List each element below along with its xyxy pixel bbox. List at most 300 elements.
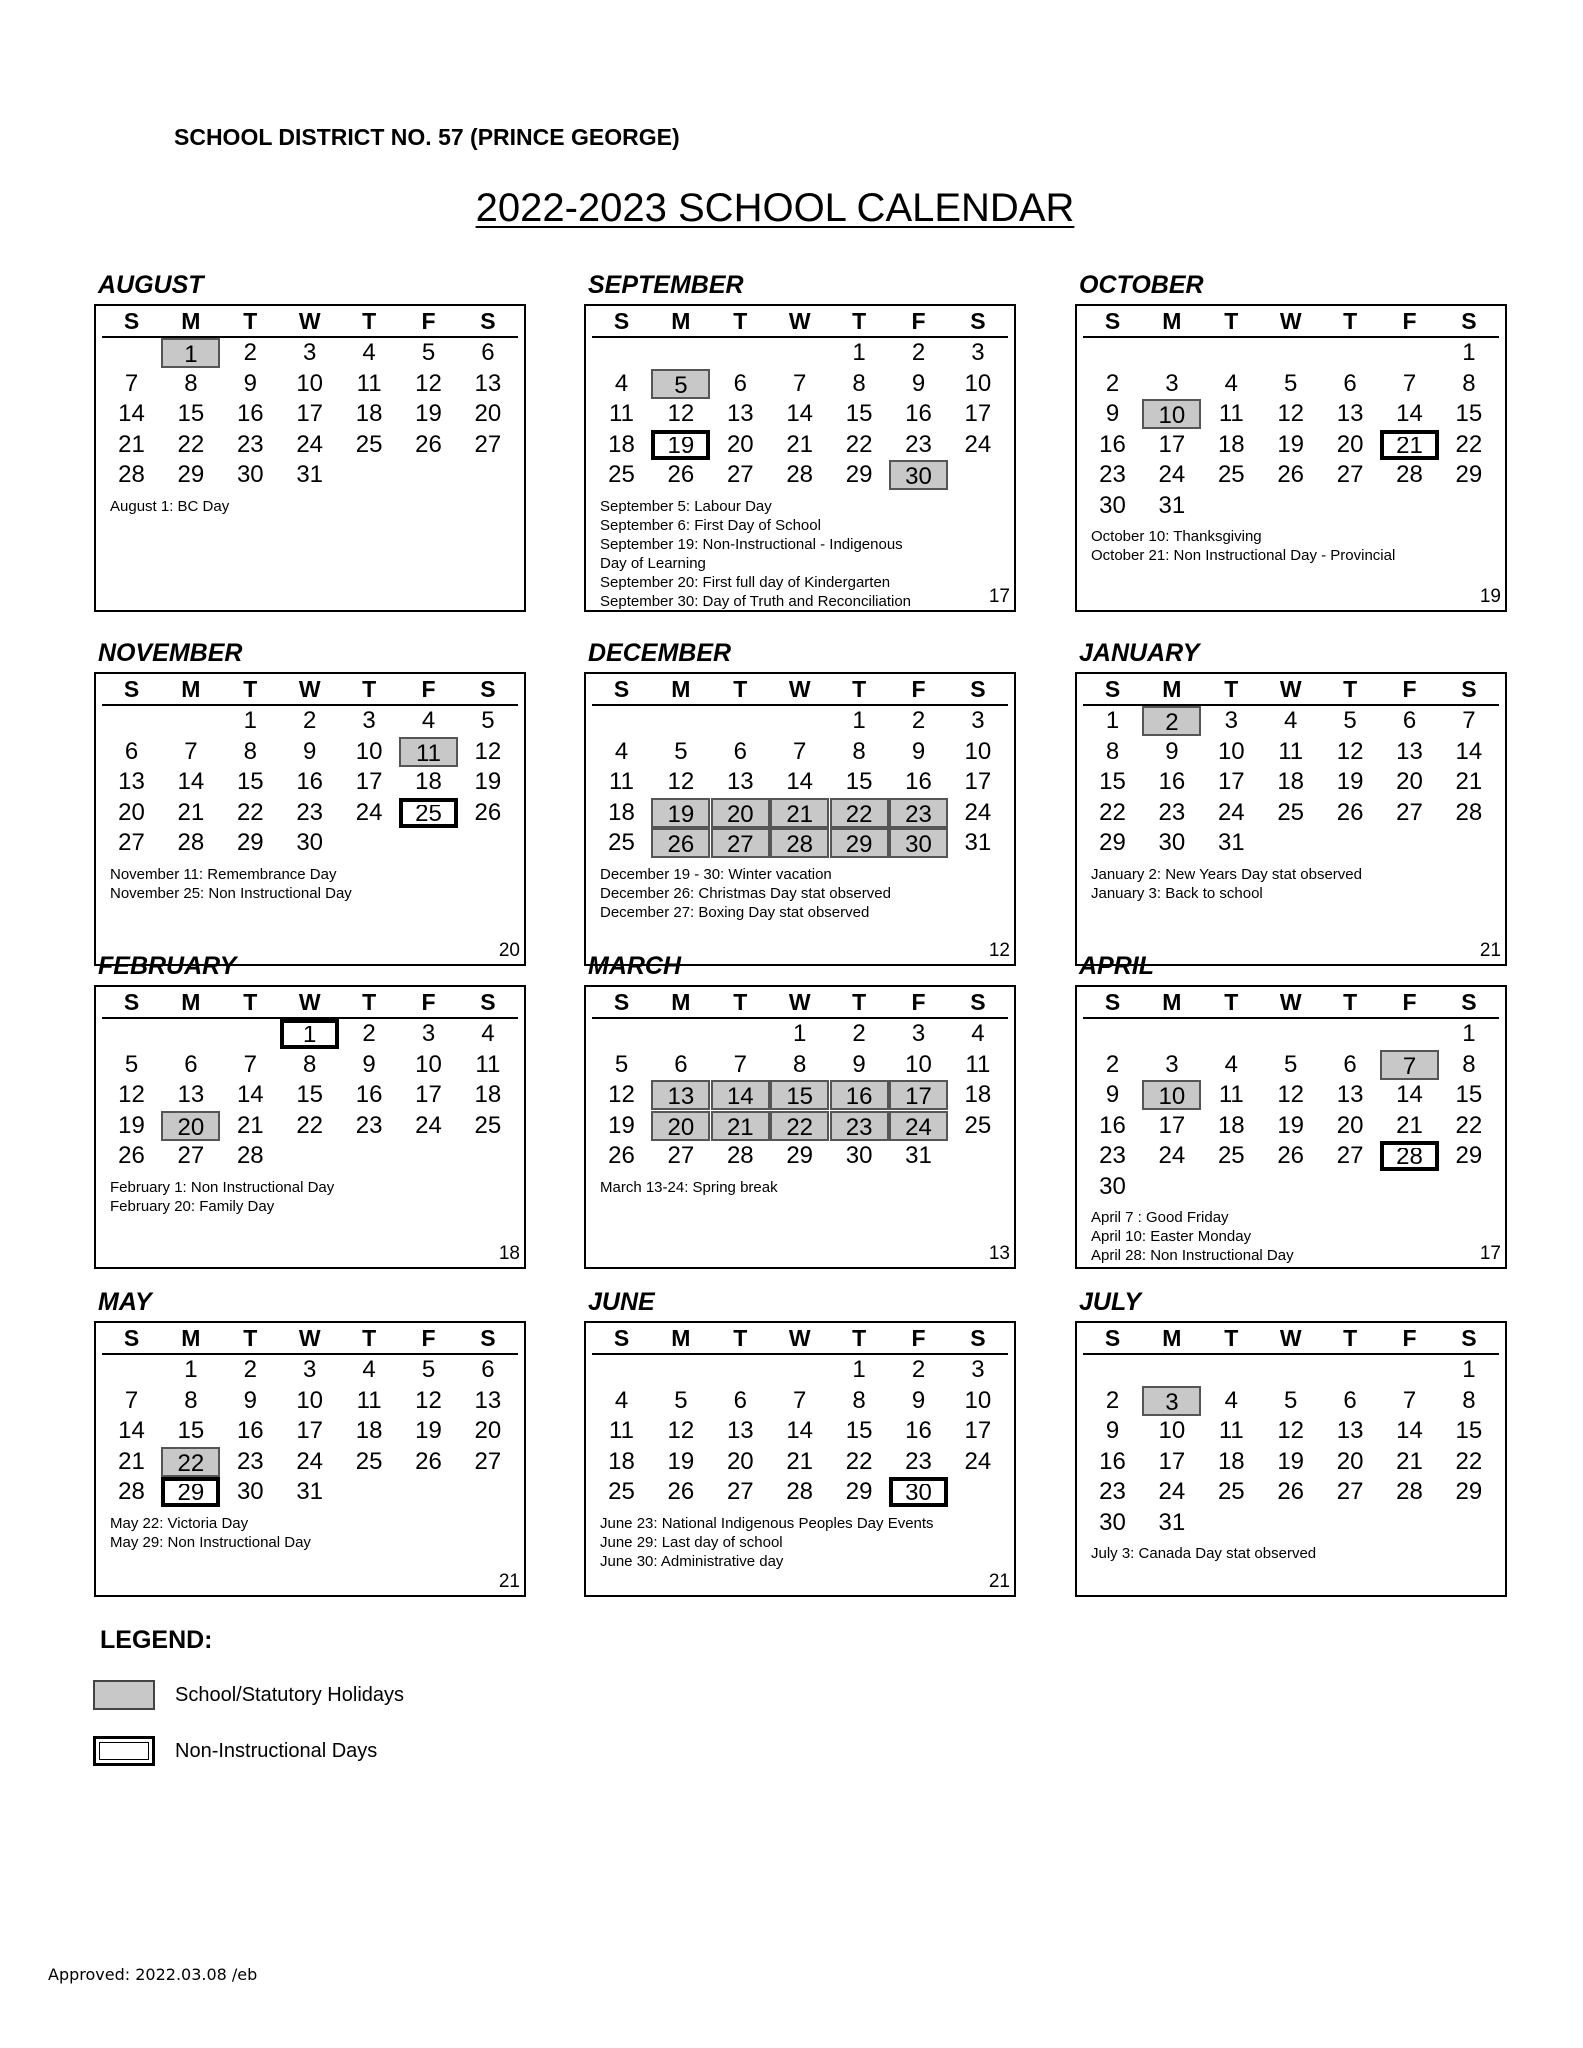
weekday-label: M bbox=[1162, 1325, 1182, 1351]
day-cell: 12 bbox=[415, 1386, 442, 1414]
day-cell: 27 bbox=[667, 1142, 695, 1169]
weekday-label: S bbox=[1104, 308, 1121, 334]
day-cell: 17 bbox=[1158, 430, 1186, 458]
day-cell: 9 bbox=[1105, 1081, 1120, 1108]
day-cell: 17 bbox=[1158, 1111, 1186, 1139]
day-cell: 1 bbox=[243, 707, 257, 734]
weekday-label: S bbox=[480, 1325, 496, 1351]
day-cell: 1 bbox=[852, 339, 866, 366]
day-cell: 9 bbox=[911, 1386, 926, 1414]
instructional-day-count: 21 bbox=[498, 1571, 520, 1592]
month-name: FEBRUARY bbox=[98, 952, 237, 980]
weekday-label: F bbox=[911, 676, 926, 702]
day-cell: 1 bbox=[1105, 707, 1120, 734]
day-cell: 2 bbox=[911, 339, 926, 366]
day-cell: 8 bbox=[1462, 1050, 1476, 1078]
day-cell: 19 bbox=[651, 798, 710, 828]
day-cell: 8 bbox=[852, 737, 866, 765]
day-cell: 10 bbox=[905, 1050, 932, 1078]
day-cell: 19 bbox=[1277, 430, 1305, 458]
day-cell: 22 bbox=[296, 1111, 324, 1139]
note-line: March 13-24: Spring break bbox=[600, 1178, 778, 1196]
day-cell: 18 bbox=[474, 1081, 502, 1108]
day-cell: 3 bbox=[971, 707, 985, 734]
day-cell: 1 bbox=[161, 338, 220, 368]
day-cell: 20 bbox=[474, 400, 502, 427]
day-cell: 31 bbox=[1158, 1508, 1186, 1536]
day-cell: 14 bbox=[118, 400, 145, 427]
day-cell: 19 bbox=[415, 1417, 442, 1444]
weekday-header bbox=[102, 674, 518, 706]
day-cell: 29 bbox=[845, 461, 873, 488]
day-cell: 11 bbox=[1218, 1081, 1244, 1108]
day-cell: 8 bbox=[1105, 737, 1120, 765]
day-cell: 17 bbox=[296, 400, 324, 427]
day-cell: 13 bbox=[1336, 1417, 1364, 1444]
day-cell: 15 bbox=[1455, 400, 1483, 427]
note-line: May 29: Non Instructional Day bbox=[110, 1533, 311, 1551]
month-box bbox=[94, 985, 526, 1269]
day-cell: 21 bbox=[711, 1111, 770, 1141]
day-cell: 11 bbox=[356, 1386, 382, 1414]
day-cell: 23 bbox=[296, 798, 324, 826]
day-cell: 27 bbox=[1336, 1478, 1364, 1505]
month-notes bbox=[1091, 1544, 1316, 1563]
day-cell: 15 bbox=[1099, 768, 1126, 795]
day-cell: 29 bbox=[1455, 1142, 1483, 1169]
day-cell: 11 bbox=[1278, 737, 1304, 765]
weekday-label: W bbox=[1279, 1325, 1302, 1351]
day-cell: 25 bbox=[1277, 798, 1305, 826]
note-line: January 2: New Years Day stat observed bbox=[1091, 865, 1362, 883]
day-cell: 31 bbox=[296, 461, 324, 488]
day-cell: 2 bbox=[1142, 706, 1201, 736]
day-cell: 16 bbox=[296, 768, 324, 795]
day-cell: 2 bbox=[243, 339, 257, 366]
weekday-label: W bbox=[298, 676, 321, 702]
day-cell: 30 bbox=[236, 461, 264, 488]
day-cell: 22 bbox=[236, 798, 264, 826]
day-cell: 22 bbox=[161, 1447, 220, 1477]
day-cell: 4 bbox=[614, 1386, 629, 1414]
day-cell: 21 bbox=[1380, 430, 1439, 460]
note-line: December 26: Christmas Day stat observed bbox=[600, 884, 891, 902]
month-notes bbox=[1091, 527, 1395, 565]
day-cell: 22 bbox=[1099, 798, 1126, 826]
weekday-header bbox=[592, 674, 1008, 706]
day-cell: 22 bbox=[845, 430, 873, 458]
note-line: August 1: BC Day bbox=[110, 497, 230, 515]
weekday-label: S bbox=[1461, 1325, 1477, 1351]
day-cell: 23 bbox=[905, 430, 932, 458]
day-cell: 19 bbox=[1277, 1111, 1305, 1139]
day-cell: 6 bbox=[733, 369, 747, 397]
day-cell: 28 bbox=[1380, 1141, 1439, 1171]
day-cell: 15 bbox=[1455, 1081, 1483, 1108]
day-cell: 4 bbox=[971, 1020, 985, 1047]
weekday-label: W bbox=[1279, 308, 1302, 334]
day-cell: 18 bbox=[1217, 430, 1245, 458]
month-notes bbox=[1091, 865, 1362, 903]
day-cell: 3 bbox=[421, 1020, 436, 1047]
note-line: November 11: Remembrance Day bbox=[110, 865, 337, 883]
day-cell: 9 bbox=[243, 369, 257, 397]
day-cell: 21 bbox=[770, 798, 829, 828]
day-cell: 3 bbox=[1165, 369, 1179, 397]
day-cell: 13 bbox=[1336, 1081, 1364, 1108]
day-cell: 3 bbox=[362, 707, 376, 734]
day-cell: 25 bbox=[608, 461, 635, 488]
legend-holiday-label: School/Statutory Holidays bbox=[175, 1684, 405, 1706]
day-cell: 6 bbox=[1343, 1050, 1357, 1078]
instructional-day-count: 21 bbox=[988, 1571, 1010, 1592]
day-cell: 16 bbox=[1158, 768, 1186, 795]
weekday-label: T bbox=[1343, 1325, 1358, 1351]
day-cell: 14 bbox=[236, 1081, 264, 1108]
day-cell: 30 bbox=[889, 460, 948, 490]
weekday-header bbox=[102, 1323, 518, 1355]
note-line: July 3: Canada Day stat observed bbox=[1091, 1545, 1317, 1562]
weekday-label: F bbox=[1402, 1325, 1417, 1351]
month-box bbox=[584, 672, 1016, 966]
note-line: June 23: National Indigenous Peoples Day Events bbox=[600, 1514, 934, 1532]
weekday-label: M bbox=[181, 1325, 201, 1351]
day-cell: 6 bbox=[184, 1050, 198, 1078]
month-name: OCTOBER bbox=[1079, 271, 1204, 299]
day-cell: 13 bbox=[726, 400, 754, 427]
day-cell: 26 bbox=[1277, 1478, 1305, 1505]
month-box bbox=[1075, 304, 1507, 612]
day-cell: 17 bbox=[355, 768, 383, 795]
day-cell: 20 bbox=[474, 1417, 502, 1444]
weekday-label: F bbox=[421, 676, 436, 702]
day-cell: 25 bbox=[1217, 1478, 1245, 1505]
day-cell: 4 bbox=[614, 737, 629, 765]
day-cell: 26 bbox=[1277, 461, 1305, 488]
day-cell: 21 bbox=[177, 798, 205, 826]
weekday-label: F bbox=[1402, 989, 1417, 1015]
day-cell: 11 bbox=[475, 1050, 501, 1078]
day-cell: 29 bbox=[177, 461, 205, 488]
day-cell: 26 bbox=[667, 1478, 695, 1505]
day-cell: 23 bbox=[355, 1111, 383, 1139]
day-cell: 4 bbox=[362, 339, 376, 366]
day-cell: 8 bbox=[1462, 369, 1476, 397]
day-cell: 17 bbox=[964, 1417, 992, 1444]
day-cell: 20 bbox=[161, 1111, 220, 1141]
weekday-label: T bbox=[852, 308, 867, 334]
day-cell: 14 bbox=[711, 1080, 770, 1110]
day-cell: 11 bbox=[609, 400, 634, 427]
day-cell: 30 bbox=[845, 1142, 873, 1169]
day-cell: 5 bbox=[1343, 707, 1357, 734]
day-cell: 23 bbox=[1099, 461, 1126, 488]
day-cell: 31 bbox=[1217, 829, 1245, 856]
note-line: October 21: Non Instructional Day - Provincial bbox=[1091, 547, 1396, 564]
note-line: April 7 : Good Friday bbox=[1091, 1209, 1229, 1226]
day-cell: 27 bbox=[177, 1142, 205, 1169]
day-cell: 21 bbox=[1396, 1111, 1423, 1139]
day-cell: 19 bbox=[651, 430, 710, 460]
month-box bbox=[1075, 1321, 1507, 1597]
day-cell: 11 bbox=[356, 369, 382, 397]
month-name: MARCH bbox=[588, 952, 682, 980]
day-cell: 15 bbox=[770, 1080, 829, 1110]
month-notes bbox=[110, 1514, 311, 1552]
day-cell: 5 bbox=[1284, 1386, 1298, 1414]
day-cell: 22 bbox=[845, 1447, 873, 1475]
day-cell: 18 bbox=[608, 430, 635, 458]
day-cell: 18 bbox=[1277, 768, 1305, 795]
day-cell: 17 bbox=[1217, 768, 1245, 795]
day-cell: 26 bbox=[415, 430, 442, 458]
day-cell: 9 bbox=[852, 1050, 866, 1078]
month-box bbox=[584, 304, 1016, 612]
weekday-label: F bbox=[421, 989, 436, 1015]
day-cell: 3 bbox=[1224, 707, 1238, 734]
day-cell: 3 bbox=[971, 339, 985, 366]
day-cell: 8 bbox=[184, 369, 198, 397]
weekday-label: S bbox=[970, 676, 986, 702]
weekday-label: S bbox=[613, 308, 630, 334]
weekday-label: W bbox=[1279, 989, 1302, 1015]
day-cell: 28 bbox=[1396, 1478, 1423, 1505]
instructional-day-count: 17 bbox=[1479, 1243, 1501, 1264]
weekday-label: W bbox=[788, 989, 811, 1015]
weekday-label: M bbox=[1162, 676, 1182, 702]
approval-note: Approved: 2022.03.08 /eb bbox=[48, 1965, 258, 1984]
note-line: February 20: Family Day bbox=[110, 1197, 275, 1215]
weekday-label: W bbox=[1279, 676, 1302, 702]
day-cell: 7 bbox=[243, 1050, 257, 1078]
day-cell: 25 bbox=[355, 1447, 383, 1475]
day-cell: 14 bbox=[1455, 737, 1483, 765]
day-cell: 29 bbox=[845, 1478, 873, 1505]
day-cell: 14 bbox=[1396, 1081, 1423, 1108]
weekday-label: T bbox=[1224, 1325, 1239, 1351]
month-box bbox=[1075, 672, 1507, 966]
day-cell: 18 bbox=[355, 400, 383, 427]
day-cell: 29 bbox=[161, 1477, 220, 1507]
weekday-label: F bbox=[1402, 308, 1417, 334]
day-cell: 10 bbox=[964, 1386, 992, 1414]
day-cell: 16 bbox=[830, 1080, 889, 1110]
month-box bbox=[94, 672, 526, 966]
day-cell: 27 bbox=[726, 461, 754, 488]
day-cell: 22 bbox=[177, 430, 205, 458]
day-cell: 2 bbox=[303, 707, 317, 734]
day-cell: 5 bbox=[651, 369, 710, 399]
day-cell: 10 bbox=[1142, 1080, 1201, 1110]
day-cell: 16 bbox=[1099, 430, 1126, 458]
day-cell: 4 bbox=[421, 707, 436, 734]
day-cell: 23 bbox=[236, 1447, 264, 1475]
weekday-label: M bbox=[1162, 989, 1182, 1015]
weekday-label: S bbox=[1461, 989, 1477, 1015]
day-cell: 16 bbox=[236, 1417, 264, 1444]
day-cell: 20 bbox=[1336, 1111, 1364, 1139]
weekday-label: T bbox=[852, 676, 867, 702]
instructional-day-count: 18 bbox=[498, 1243, 520, 1264]
day-cell: 25 bbox=[964, 1111, 992, 1139]
day-cell: 6 bbox=[124, 737, 139, 765]
day-cell: 17 bbox=[964, 400, 992, 427]
day-cell: 18 bbox=[355, 1417, 383, 1444]
day-cell: 15 bbox=[177, 1417, 205, 1444]
weekday-label: T bbox=[733, 308, 748, 334]
day-cell: 11 bbox=[1218, 1417, 1244, 1444]
note-line: December 19 - 30: Winter vacation bbox=[600, 865, 832, 883]
month-name: JANUARY bbox=[1079, 639, 1200, 667]
weekday-label: S bbox=[613, 676, 630, 702]
weekday-label: S bbox=[123, 989, 140, 1015]
day-cell: 19 bbox=[1277, 1447, 1305, 1475]
day-cell: 7 bbox=[793, 737, 807, 765]
day-cell: 21 bbox=[236, 1111, 264, 1139]
month-name: JUNE bbox=[588, 1288, 655, 1316]
day-cell: 15 bbox=[845, 1417, 873, 1444]
weekday-label: T bbox=[362, 676, 377, 702]
day-cell: 6 bbox=[481, 1356, 495, 1383]
day-cell: 11 bbox=[399, 737, 458, 767]
day-cell: 24 bbox=[1217, 798, 1245, 826]
day-cell: 14 bbox=[786, 768, 814, 795]
weekday-header bbox=[592, 987, 1008, 1019]
weekday-label: F bbox=[421, 308, 436, 334]
day-cell: 24 bbox=[1158, 461, 1186, 488]
day-cell: 21 bbox=[786, 430, 814, 458]
legend-non-instructional-label: Non-Instructional Days bbox=[175, 1740, 378, 1762]
day-cell: 16 bbox=[905, 768, 932, 795]
legend-title: LEGEND: bbox=[100, 1626, 213, 1654]
day-cell: 12 bbox=[415, 369, 442, 397]
day-cell: 2 bbox=[1105, 1386, 1120, 1414]
day-cell: 9 bbox=[1165, 737, 1179, 765]
day-cell: 27 bbox=[118, 829, 145, 856]
day-cell: 27 bbox=[474, 430, 502, 458]
instructional-day-count: 20 bbox=[498, 940, 520, 961]
page-title: 2022-2023 SCHOOL CALENDAR bbox=[475, 186, 1075, 230]
day-cell: 7 bbox=[1402, 1386, 1417, 1414]
day-cell: 12 bbox=[1277, 1417, 1305, 1444]
non-instructional-swatch bbox=[93, 1736, 155, 1766]
day-cell: 28 bbox=[177, 829, 205, 856]
day-cell: 11 bbox=[965, 1050, 991, 1078]
day-cell: 9 bbox=[911, 737, 926, 765]
day-cell: 31 bbox=[905, 1142, 932, 1169]
weekday-label: F bbox=[911, 308, 926, 334]
weekday-header bbox=[1083, 1323, 1499, 1355]
day-cell: 8 bbox=[852, 369, 866, 397]
day-cell: 28 bbox=[236, 1142, 264, 1169]
note-line: Day of Learning bbox=[600, 554, 706, 572]
weekday-label: S bbox=[480, 989, 496, 1015]
day-cell: 27 bbox=[1336, 461, 1364, 488]
day-cell: 29 bbox=[830, 828, 889, 858]
day-cell: 17 bbox=[1158, 1447, 1186, 1475]
note-line: September 30: Day of Truth and Reconciliation bbox=[600, 592, 912, 610]
day-cell: 12 bbox=[667, 768, 695, 795]
day-cell: 19 bbox=[118, 1111, 145, 1139]
day-cell: 4 bbox=[614, 369, 629, 397]
day-cell: 8 bbox=[852, 1386, 866, 1414]
day-cell: 23 bbox=[889, 798, 948, 828]
day-cell: 3 bbox=[971, 1356, 985, 1383]
day-cell: 22 bbox=[830, 798, 889, 828]
day-cell: 19 bbox=[474, 768, 502, 795]
weekday-header bbox=[1083, 987, 1499, 1019]
day-cell: 12 bbox=[667, 1417, 695, 1444]
day-cell: 20 bbox=[711, 798, 770, 828]
day-cell: 29 bbox=[1455, 1478, 1483, 1505]
weekday-label: W bbox=[788, 676, 811, 702]
weekday-label: M bbox=[181, 676, 201, 702]
day-cell: 28 bbox=[786, 461, 814, 488]
note-line: September 20: First full day of Kindergarten bbox=[600, 573, 891, 591]
day-cell: 22 bbox=[1455, 1111, 1483, 1139]
day-cell: 17 bbox=[296, 1417, 324, 1444]
day-cell: 5 bbox=[421, 339, 436, 366]
day-cell: 25 bbox=[1217, 1142, 1245, 1169]
day-cell: 8 bbox=[1462, 1386, 1476, 1414]
day-cell: 30 bbox=[296, 829, 324, 856]
day-cell: 12 bbox=[1336, 737, 1364, 765]
day-cell: 15 bbox=[845, 400, 873, 427]
day-cell: 12 bbox=[608, 1081, 635, 1108]
instructional-day-count: 13 bbox=[988, 1243, 1010, 1264]
day-cell: 1 bbox=[852, 707, 866, 734]
day-cell: 13 bbox=[1396, 737, 1423, 765]
day-cell: 28 bbox=[118, 461, 145, 488]
day-cell: 27 bbox=[726, 1478, 754, 1505]
month-box bbox=[1075, 985, 1507, 1269]
day-cell: 28 bbox=[726, 1142, 754, 1169]
day-cell: 15 bbox=[236, 768, 264, 795]
day-cell: 5 bbox=[1284, 1050, 1298, 1078]
day-cell: 3 bbox=[303, 339, 317, 366]
month-notes bbox=[600, 865, 891, 922]
day-cell: 21 bbox=[1396, 1447, 1423, 1475]
day-cell: 2 bbox=[1105, 369, 1120, 397]
day-cell: 23 bbox=[1158, 798, 1186, 826]
weekday-label: M bbox=[671, 1325, 691, 1351]
day-cell: 26 bbox=[608, 1142, 635, 1169]
weekday-label: T bbox=[362, 1325, 377, 1351]
day-cell: 14 bbox=[786, 1417, 814, 1444]
day-cell: 15 bbox=[1455, 1417, 1483, 1444]
day-cell: 12 bbox=[1277, 400, 1305, 427]
day-cell: 12 bbox=[667, 400, 695, 427]
day-cell: 1 bbox=[793, 1020, 807, 1047]
day-cell: 11 bbox=[609, 768, 634, 795]
day-cell: 7 bbox=[1402, 369, 1417, 397]
day-cell: 2 bbox=[852, 1020, 866, 1047]
day-cell: 31 bbox=[296, 1478, 324, 1505]
day-cell: 6 bbox=[733, 1386, 747, 1414]
weekday-label: M bbox=[671, 308, 691, 334]
weekday-label: T bbox=[362, 308, 377, 334]
day-cell: 20 bbox=[1336, 430, 1364, 458]
day-cell: 9 bbox=[243, 1386, 257, 1414]
month-notes bbox=[1091, 1208, 1294, 1265]
day-cell: 7 bbox=[793, 369, 807, 397]
day-cell: 5 bbox=[421, 1356, 436, 1383]
month-name: JULY bbox=[1079, 1288, 1142, 1316]
day-cell: 25 bbox=[1217, 461, 1245, 488]
day-cell: 13 bbox=[726, 1417, 754, 1444]
note-line: December 27: Boxing Day stat observed bbox=[600, 903, 870, 921]
holiday-swatch bbox=[93, 1680, 155, 1710]
